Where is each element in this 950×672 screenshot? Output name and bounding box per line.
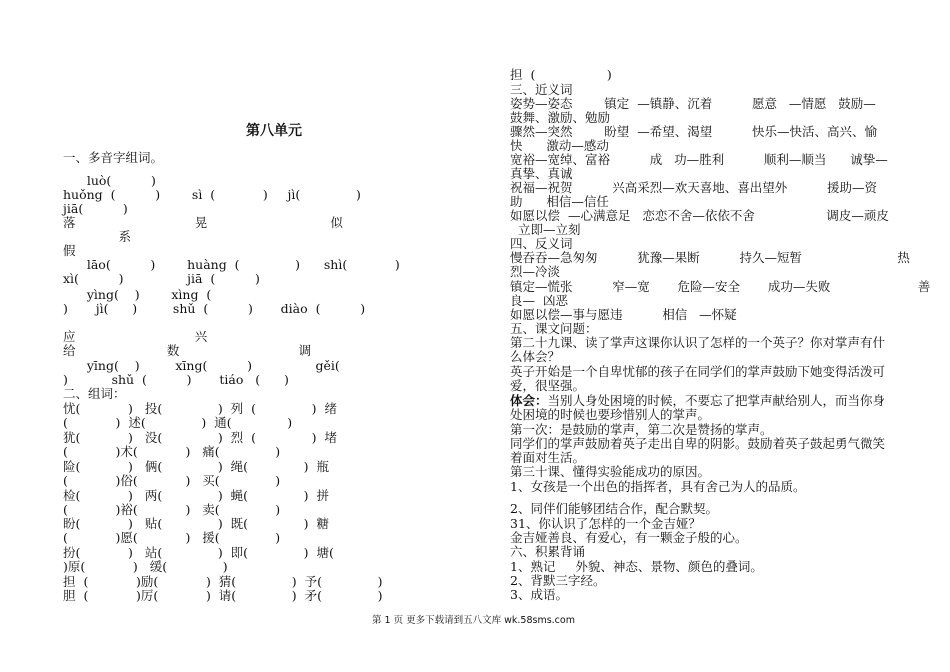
text-line: )原( ) 缓( ) bbox=[63, 559, 228, 574]
text-line: 立即—立刻 bbox=[510, 222, 581, 237]
text-line: ) shǔ ( ) tiáo ( ) bbox=[63, 372, 289, 387]
section-heading: 一、多音字组词。 bbox=[63, 150, 164, 165]
text-line: 第三十课、懂得实验能成功的原因。 bbox=[510, 464, 711, 479]
text-line: 镇定—慌张 窄—宽 危险—安全 成功—失败 善 bbox=[510, 279, 931, 294]
text-line: 3、成语。 bbox=[510, 587, 568, 602]
section-heading: 六、积累背诵 bbox=[510, 544, 586, 559]
text-line: 宽裕—宽绰、富裕 成 功—胜利 顺利—顺当 诚挚— bbox=[510, 152, 888, 167]
text-line: huǒng ( ) sì ( ) jì( ) bbox=[63, 187, 361, 202]
text-line: 助 相信—信任 bbox=[510, 194, 609, 209]
text-line: 鼓舞、激励、勉励 bbox=[510, 110, 611, 125]
text-line bbox=[510, 394, 885, 408]
text-line: 英子开始是一个自卑忧郁的孩子在同学们的掌声鼓励下她变得活泼可 bbox=[510, 364, 886, 379]
text-line: ( )愿( ) 援( ) bbox=[63, 530, 281, 545]
page-title: 第八单元 bbox=[246, 123, 302, 139]
text-line: 祝福—祝贺 兴高采烈—欢天喜地、喜出望外 援助—资 bbox=[510, 180, 877, 195]
text-line: 如愿以偿 —心满意足 恋恋不舍—依依不舍 调皮—顽皮 bbox=[510, 208, 889, 223]
text-line: 快 激动—感动 bbox=[510, 138, 609, 153]
text-line: 胆 ( )厉( ) 请( ) 矛( ) bbox=[63, 588, 383, 603]
text-line: 系 bbox=[63, 229, 132, 244]
text-line: 么体会？ bbox=[510, 349, 561, 364]
text-line: 1、女孩是一个出色的指挥者，具有舍己为人的品质。 bbox=[510, 479, 806, 494]
text-line: 烈—冷淡 bbox=[510, 264, 561, 279]
text-line: 犹( ) 没( ) 烈 ( ) 堵 bbox=[63, 430, 337, 445]
text-line: xì( ) jiā ( ) bbox=[63, 271, 260, 286]
text-line: yìng( ) xìng ( bbox=[63, 287, 212, 302]
text-line: ( )术( ) 痛( ) bbox=[63, 444, 281, 459]
text-line: 第一次：是鼓励的掌声，第二次是赞扬的掌声。 bbox=[510, 422, 773, 437]
text-line: jiā( ) bbox=[63, 201, 128, 216]
text-line: 如愿以偿—事与愿违 相信 —怀疑 bbox=[510, 307, 737, 322]
text-span: 当别人身处困境的时候，不要忘了把掌声献给别人，而当你身 bbox=[547, 393, 886, 408]
text-line: 31、你认识了怎样的一个金吉娅？ bbox=[510, 516, 701, 531]
section-heading: 二、组词： bbox=[63, 386, 126, 401]
text-line: 慢吞吞—急匆匆 犹豫—果断 持久—短暂 热 bbox=[510, 250, 910, 265]
text-line: 忧( ) 投( ) 列 ( ) 绪 bbox=[63, 401, 337, 416]
section-heading: 四、反义词 bbox=[510, 236, 573, 251]
text-line: 盼( ) 贴( ) 既( ) 糖 bbox=[63, 516, 330, 531]
text-line: 担 ( ) bbox=[510, 67, 612, 82]
text-line: 骤然—突然 盼望 —希望、渴望 快乐—快活、高兴、愉 bbox=[510, 124, 877, 139]
text-line: 2、背默三字经。 bbox=[510, 573, 606, 588]
text-line: 落 晃 似 bbox=[63, 215, 343, 230]
text-line: ( )俗( ) 买( ) bbox=[63, 473, 281, 488]
text-line: 处困境的时候也要珍惜别人的掌声。 bbox=[510, 407, 711, 422]
text-line: 给 数 调 bbox=[63, 343, 312, 358]
text-line: ( ) 述( ) 通( ) bbox=[63, 415, 293, 430]
text-line: 真挚、真诚 bbox=[510, 166, 573, 181]
text-line: 第二十九课、读了掌声这课你认识了怎样的一个英子？你对掌声有什 bbox=[510, 335, 886, 350]
text-line: luò( ) bbox=[63, 173, 156, 188]
text-line: 1、熟记 外貌、神态、景物、颜色的叠词。 bbox=[510, 559, 763, 574]
text-line: lāo( ) huàng ( ) shì( ) bbox=[63, 257, 400, 272]
text-line: ) jì( ) shǔ ( ) diào ( ) bbox=[63, 301, 366, 316]
text-line: 扮( ) 站( ) 即( ) 塘( bbox=[63, 545, 334, 560]
text-line: 姿势—姿态 镇定 —镇静、沉着 愿意 —情愿 鼓励— bbox=[510, 96, 876, 111]
text-line: 应 兴 bbox=[63, 329, 208, 344]
section-heading: 五、课文问题： bbox=[510, 321, 598, 336]
text-line: 良— 凶恶 bbox=[510, 293, 568, 308]
section-heading: 三、近义词 bbox=[510, 82, 573, 97]
text-line: 假 bbox=[63, 243, 76, 258]
bold-label: 体会： bbox=[510, 393, 548, 408]
page-footer: 第 1 页 更多下载请到五八文库 wk.58sms.com bbox=[372, 615, 575, 626]
text-line: 着面对生活。 bbox=[510, 450, 586, 465]
text-line: 爱，很坚强。 bbox=[510, 378, 586, 393]
text-line: yīng( ) xīng( ) gěi( bbox=[63, 358, 340, 373]
text-line: 金吉娅善良、有爱心，有一颗金子般的心。 bbox=[510, 530, 748, 545]
text-line: ( )裕( ) 卖( ) bbox=[63, 502, 281, 517]
text-line: 险( ) 俩( ) 绳( ) 瓶 bbox=[63, 459, 330, 474]
text-line: 2、同伴们能够团结合作，配合默契。 bbox=[510, 501, 718, 516]
text-line: 检( ) 两( ) 蝇( ) 拼 bbox=[63, 488, 330, 503]
text-line: 担 ( )励( ) 猜( ) 予( ) bbox=[63, 574, 383, 589]
text-line: 同学们的掌声鼓励着英子走出自卑的阴影。鼓励着英子鼓起勇气微笑 bbox=[510, 436, 886, 451]
